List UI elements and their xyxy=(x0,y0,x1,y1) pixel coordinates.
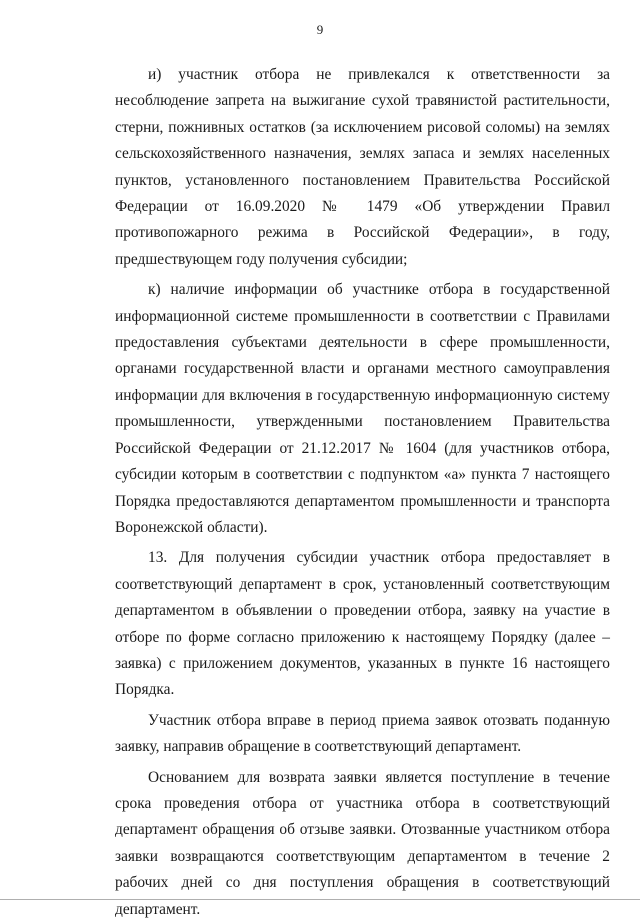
scan-bottom-edge-line xyxy=(0,899,640,900)
document-body xyxy=(115,62,610,923)
paragraph-clause-13: 13. Для получения субсидии участник отбора предоставляет в соответствующий департамент в срок, установленный соответствующим департаментом в объявлении о проведении отбора, заявку на участие в отборе по форме согласно приложению к настоящему Порядку (далее – заявка) с приложением документов, указанных в пункте 16 настоящего Порядка. xyxy=(115,549,610,699)
paragraph-withdrawal-basis: Основанием для возврата заявки является поступление в течение срока проведения отбора от участника отбора в соответствующий департамент обращения об отзыве заявки. Отозванные участником отбора заявки возвращаются соответствующим департаментом в течение 2 рабочих дней со дня поступления обращения в соответствующий департамент. xyxy=(115,768,610,918)
paragraph-item-i: и) участник отбора не привлекался к ответственности за несоблюдение запрета на выжигание сухой травянистой растительности, стерни, пожнивных остатков (за исключением рисовой соломы) на землях сельскохозяйственного назначения, землях запаса и землях населенных пунктов, установленного постановлением Правительства Российской Федерации от 16.09.2020 № 1479 «Об утверждении Правил противопожарного режима в Российской Федерации», в году, предшествующем году получения субсидии; xyxy=(115,66,610,268)
paragraph-item-k: к) наличие информации об участнике отбора в государственной информационной системе промышленности в соответствии с Правилами предоставления субъектами деятельности в сфере промышленности, органами государственной власти и органами местного самоуправления информации для включения в государственную информационную систему промышленности, утвержденными постановлением Правительства Российской Федерации от 21.12.2017 № 1604 (для участников отбора, субсидии которым в соответствии с подпунктом «а» пункта 7 настоящего Порядка предоставляются департаментом промышленности и транспорта Воронежской области). xyxy=(115,281,610,536)
paragraph-withdrawal-right: Участник отбора вправе в период приема заявок отозвать поданную заявку, направив обращение в соответствующий департамент. xyxy=(115,711,610,756)
page-number: 9 xyxy=(316,22,324,37)
